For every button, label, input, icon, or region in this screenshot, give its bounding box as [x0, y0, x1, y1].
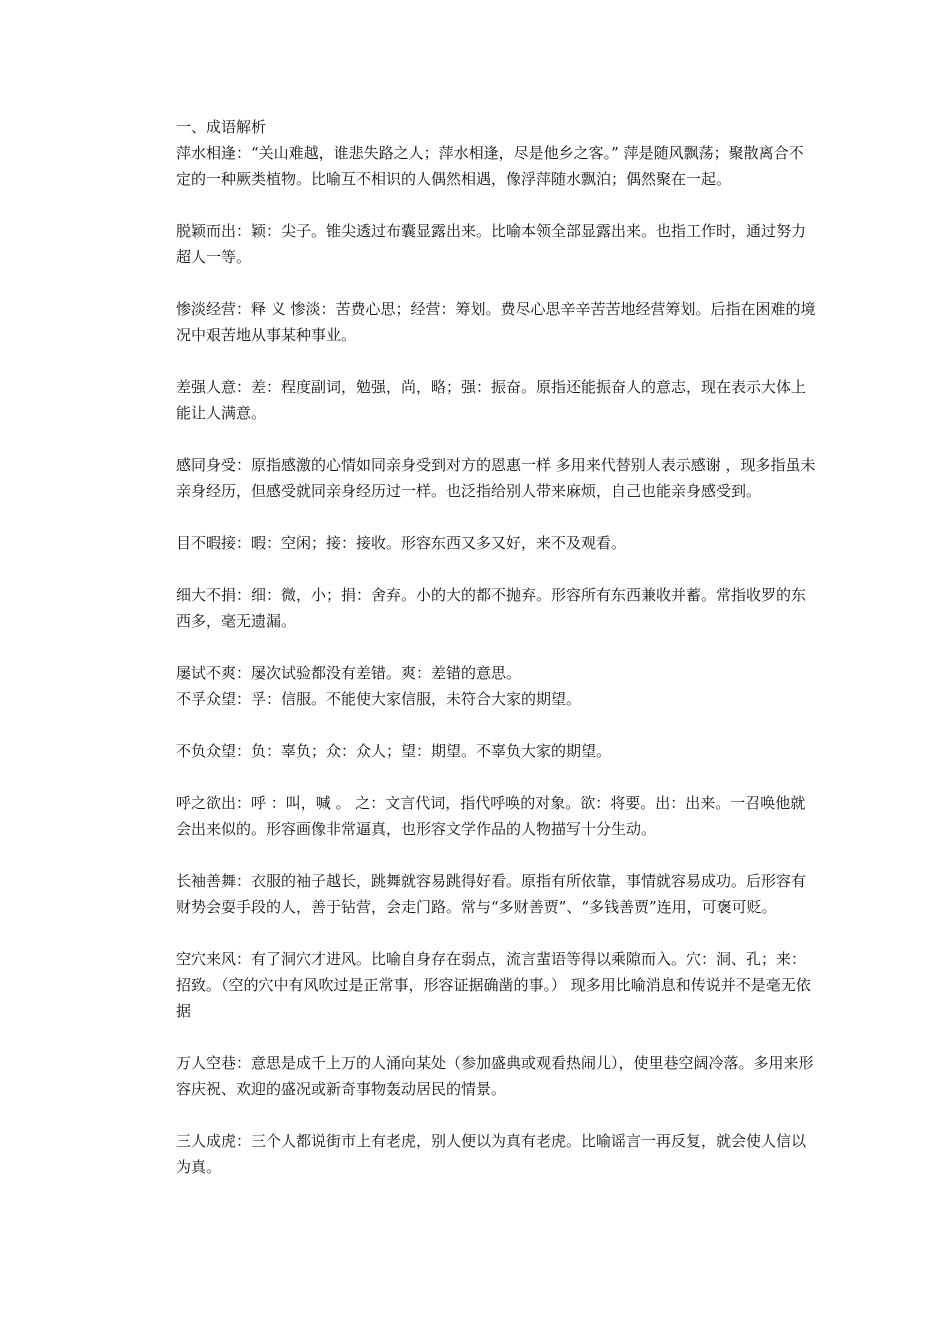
idiom-text: 万人空巷：意思是成千上万的人涌向某处（参加盛典或观看热闹儿），使里巷空阔冷落。多用来形容庆祝、欢迎的盛况或新奇事物轰动居民的情景。 — [176, 1054, 814, 1098]
idiom-entry-gantongshenshou — [176, 452, 816, 504]
idiom-entry-candanjingying — [176, 296, 816, 348]
idiom-text: 差强人意：差：程度副词，勉强，尚，略；强：振奋。原指还能振奋人的意志，现在表示大体上能让人满意。 — [176, 378, 807, 422]
idiom-entry-chaqiangrenyi — [176, 374, 816, 426]
idiom-text: 不负众望：负：辜负；众：众人；望：期望。不辜负大家的期望。 — [176, 742, 612, 760]
idiom-entry-xidabujuan — [176, 582, 816, 634]
idiom-text: 呼之欲出：呼 ：叫，喊 。 之：文言代词，指代呼唤的对象。欲：将要。出：出来。一召唤他就会出来似的。形容画像非常逼真，也形容文学作品的人物描写十分生动。 — [176, 794, 806, 838]
document-page — [176, 114, 816, 1180]
idiom-text: 细大不捐：细：微，小；捐：舍弃。小的大的都不抛弃。形容所有东西兼收并蓄。常指收罗的东西多，毫无遗漏。 — [176, 586, 807, 630]
idiom-entry-wanrenkongxiang — [176, 1050, 816, 1102]
idiom-entry-changxiushanwu — [176, 868, 816, 920]
idiom-entry-kongxuelaifeng — [176, 946, 816, 1024]
idiom-text: 三人成虎：三个人都说街市上有老虎，别人便以为真有老虎。比喻谣言一再反复，就会使人信以为真。 — [176, 1132, 807, 1176]
idiom-entry-huzhiyuchu — [176, 790, 816, 842]
idiom-entry-tuoyingerchu — [176, 218, 816, 270]
idiom-text: 屡试不爽：屡次试验都没有差错。爽：差错的意思。 — [176, 664, 522, 682]
idiom-text: 萍水相逢：“关山难越，谁悲失路之人；萍水相逢，尽是他乡之客。” 萍是随风飘荡；聚散离合不定的一种厥类植物。比喻互不相识的人偶然相遇，像浮萍随水飘泊；偶然聚在一起。 — [176, 144, 804, 188]
idiom-entry-lvshibushuang — [176, 660, 816, 686]
idiom-entry-pingshuixiangfeng — [176, 140, 816, 192]
idiom-text: 目不暇接：暇：空闲；接：接收。形容东西又多又好，来不及观看。 — [176, 534, 627, 552]
idiom-entry-bufuzhongwang-fu — [176, 686, 816, 712]
idiom-text: 惨淡经营：释 义 惨淡：苦费心思；经营：筹划。费尽心思辛辛苦苦地经营筹划。后指在困难的境况中艰苦地从事某种事业。 — [176, 300, 816, 344]
section-heading: 一、成语解析 — [176, 118, 267, 136]
idiom-entry-bufuzhongwang-negative — [176, 738, 816, 764]
idiom-text: 不孚众望：孚：信服。不能使大家信服，未符合大家的期望。 — [176, 690, 582, 708]
idiom-text: 感同身受：原指感激的心情如同亲身受到对方的恩惠一样 多用来代替别人表示感谢 ，现多指虽未亲身经历，但感受就同亲身经历过一样。也泛指给别人带来麻烦，自己也能亲身感受到。 — [176, 456, 816, 500]
idiom-entry-sanrenchenghu — [176, 1128, 816, 1180]
idiom-entry-mubuxiajie — [176, 530, 816, 556]
idiom-text: 长袖善舞：衣服的袖子越长，跳舞就容易跳得好看。原指有所依靠，事情就容易成功。后形容有财势会耍手段的人，善于钻营，会走门路。常与“多财善贾”、“多钱善贾”连用，可褒可贬。 — [176, 872, 807, 916]
idiom-text: 空穴来风：有了洞穴才进风。比喻自身存在弱点，流言蜚语等得以乘隙而入。穴：洞、孔；来：招致。（空的穴中有风吹过是正常事，形容证据确凿的事。） 现多用比喻消息和传说并不是毫无依据 — [176, 950, 811, 1020]
idiom-text: 脱颖而出：颖：尖子。锥尖透过布囊显露出来。比喻本领全部显露出来。也指工作时，通过努力超人一等。 — [176, 222, 807, 266]
